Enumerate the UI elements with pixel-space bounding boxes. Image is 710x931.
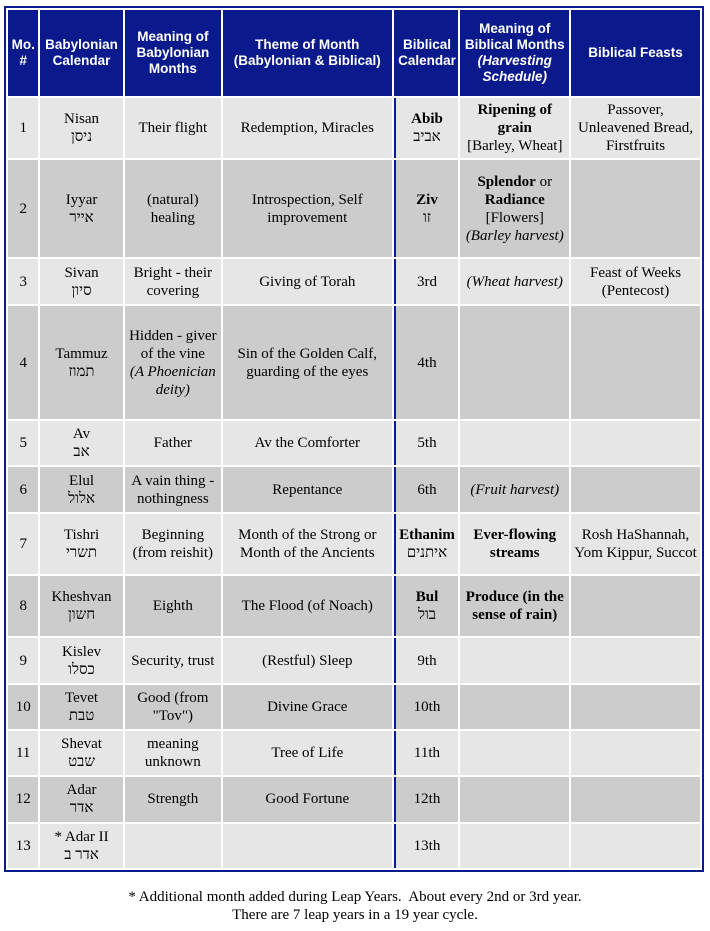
- biblical-meaning-bold: Ripening of grain: [477, 102, 553, 137]
- biblical-feasts: [571, 306, 700, 419]
- babylonian-month: [40, 777, 122, 821]
- babylonian-meaning: Security, trust: [125, 638, 221, 682]
- babylonian-month-name: * Adar II: [54, 828, 109, 845]
- month-theme: Month of the Strong or Month of the Ancients: [223, 514, 391, 574]
- month-number: 8: [8, 576, 38, 636]
- biblical-meaning-detail: [Flowers]: [485, 209, 544, 226]
- month-theme: Tree of Life: [223, 731, 391, 775]
- babylonian-month: [40, 824, 122, 868]
- babylonian-month-name: Sivan: [64, 264, 99, 281]
- babylonian-month: [40, 259, 122, 304]
- biblical-feasts: Rosh HaShannah, Yom Kippur, Succot: [571, 514, 700, 574]
- babylonian-month: [40, 306, 122, 419]
- month-number: 11: [8, 731, 38, 775]
- babylonian-meaning: meaning unknown: [125, 731, 221, 775]
- header-biblical-calendar: Biblical Calendar: [394, 10, 459, 96]
- table-row: [8, 467, 700, 511]
- babylonian-month-hebrew: טבת: [68, 707, 95, 724]
- biblical-meaning: [460, 160, 569, 257]
- table-row: [8, 576, 700, 636]
- babylonian-meaning: [125, 306, 221, 419]
- month-number: 4: [8, 306, 38, 419]
- table-row: [8, 685, 700, 729]
- month-number: 10: [8, 685, 38, 729]
- biblical-meaning-detail: [Barley, Wheat]: [467, 138, 563, 155]
- babylonian-month-name: Iyyar: [65, 191, 98, 208]
- biblical-meaning-harvest: (Barley harvest): [465, 227, 564, 244]
- babylonian-meaning: A vain thing - nothingness: [125, 467, 221, 511]
- babylonian-month-name: Av: [72, 426, 91, 443]
- biblical-month-hebrew: איתנים: [406, 544, 448, 561]
- table-row: [8, 514, 700, 574]
- biblical-feasts: [571, 160, 700, 257]
- babylonian-month-name: Tishri: [63, 526, 100, 543]
- month-theme: Redemption, Miracles: [223, 98, 391, 158]
- babylonian-month: [40, 514, 122, 574]
- biblical-month: 5th: [394, 421, 459, 465]
- babylonian-month: [40, 576, 122, 636]
- biblical-month: 3rd: [394, 259, 459, 304]
- biblical-month-hebrew: בול: [417, 607, 437, 624]
- header-biblical-feasts: Biblical Feasts: [571, 10, 700, 96]
- biblical-feasts: [571, 685, 700, 729]
- biblical-meaning: [460, 306, 569, 419]
- table-row: [8, 259, 700, 304]
- biblical-meaning: [460, 731, 569, 775]
- babylonian-month-name: Adar: [66, 782, 97, 799]
- babylonian-month-hebrew: אדר ב: [64, 846, 99, 863]
- biblical-month-hebrew: זו: [422, 209, 431, 226]
- month-theme: Sin of the Golden Calf, guarding of the eyes: [223, 306, 391, 419]
- biblical-month: 6th: [394, 467, 459, 511]
- calendar-table: [6, 8, 702, 870]
- babylonian-month-name: Kheshvan: [51, 589, 112, 606]
- babylonian-month-hebrew: אייר: [69, 209, 94, 226]
- header-biblical-meaning: [460, 10, 569, 96]
- header-babylonian-calendar: Babylonian Calendar: [40, 10, 122, 96]
- month-theme: Divine Grace: [223, 685, 391, 729]
- table-row: [8, 777, 700, 821]
- table-row: [8, 306, 700, 419]
- babylonian-month: [40, 731, 122, 775]
- table-row: [8, 638, 700, 682]
- month-number: 9: [8, 638, 38, 682]
- biblical-month: 12th: [394, 777, 459, 821]
- babylonian-month-hebrew: תמוז: [68, 363, 95, 380]
- babylonian-month: [40, 160, 122, 257]
- biblical-feasts: [571, 638, 700, 682]
- header-month-number: Mo. #: [8, 10, 38, 96]
- biblical-meaning: [460, 777, 569, 821]
- babylonian-month-hebrew: ניסן: [70, 129, 93, 146]
- biblical-month: 13th: [394, 824, 459, 868]
- month-number: 5: [8, 421, 38, 465]
- footnote-line-1: * Additional month added during Leap Years. About every 2nd or 3rd year.: [128, 889, 582, 905]
- biblical-month-name: Abib: [411, 111, 443, 128]
- biblical-meaning-bold: Produce (in the sense of rain): [460, 576, 569, 636]
- babylonian-month: [40, 685, 122, 729]
- babylonian-month-hebrew: שבט: [68, 754, 95, 771]
- babylonian-month-name: Kislev: [61, 643, 102, 660]
- biblical-feasts: [571, 731, 700, 775]
- babylonian-meaning-text: Hidden - giver of the vine: [129, 327, 217, 362]
- babylonian-month: [40, 421, 122, 465]
- biblical-meaning-bold: Ever-flowing streams: [460, 514, 569, 574]
- biblical-month-name: Ethanim: [399, 526, 455, 543]
- babylonian-meaning: Father: [125, 421, 221, 465]
- table-row: [8, 824, 700, 868]
- footnote-line-2: There are 7 leap years in a 19 year cycle.: [232, 907, 478, 923]
- biblical-meaning-harvest: (Wheat harvest): [460, 259, 569, 304]
- babylonian-month-hebrew: תשרי: [66, 544, 98, 561]
- babylonian-meaning: Eighth: [125, 576, 221, 636]
- biblical-feasts: Feast of Weeks (Pentecost): [571, 259, 700, 304]
- month-theme: Av the Comforter: [223, 421, 391, 465]
- biblical-month: [394, 98, 459, 158]
- month-theme: Introspection, Self improvement: [223, 160, 391, 257]
- biblical-meaning: [460, 638, 569, 682]
- header-babylonian-meaning: Meaning of Babylonian Months: [125, 10, 221, 96]
- biblical-month: [394, 514, 459, 574]
- month-number: 1: [8, 98, 38, 158]
- babylonian-month-hebrew: סיון: [71, 282, 92, 299]
- month-theme: Repentance: [223, 467, 391, 511]
- biblical-feasts: [571, 421, 700, 465]
- biblical-meaning: [460, 685, 569, 729]
- month-number: 7: [8, 514, 38, 574]
- footnote: [0, 888, 710, 924]
- biblical-feasts: [571, 576, 700, 636]
- biblical-meaning: [460, 98, 569, 158]
- table-row: [8, 421, 700, 465]
- babylonian-meaning: Beginning (from reishit): [125, 514, 221, 574]
- biblical-month: 10th: [394, 685, 459, 729]
- babylonian-meaning-note: (A Phoenician deity): [129, 363, 216, 398]
- biblical-feasts: [571, 467, 700, 511]
- biblical-month: 4th: [394, 306, 459, 419]
- biblical-month-name: Bul: [415, 589, 439, 606]
- month-number: 2: [8, 160, 38, 257]
- babylonian-month-name: Nisan: [64, 111, 100, 128]
- biblical-meaning-or: or: [539, 173, 553, 190]
- header-biblical-meaning-title: Meaning of Biblical Months: [464, 21, 565, 52]
- babylonian-meaning: Strength: [125, 777, 221, 821]
- babylonian-month-hebrew: אלול: [68, 490, 95, 507]
- month-number: 13: [8, 824, 38, 868]
- babylonian-month-name: Elul: [69, 472, 95, 489]
- biblical-feasts: [571, 777, 700, 821]
- babylonian-month-hebrew: חשון: [67, 607, 96, 624]
- biblical-meaning: [460, 824, 569, 868]
- babylonian-meaning: Bright - their covering: [125, 259, 221, 304]
- month-theme: Good Fortune: [223, 777, 391, 821]
- biblical-meaning-harvest: (Fruit harvest): [460, 467, 569, 511]
- month-theme: (Restful) Sleep: [223, 638, 391, 682]
- biblical-month-hebrew: אביב: [413, 129, 441, 146]
- header-row: [8, 10, 700, 96]
- babylonian-month-hebrew: אב: [73, 444, 90, 461]
- table-row: [8, 98, 700, 158]
- biblical-meaning-bold-2: Radiance: [484, 191, 545, 208]
- biblical-month: [394, 576, 459, 636]
- calendar-table-frame: [4, 6, 704, 872]
- babylonian-month: [40, 98, 122, 158]
- month-theme: [223, 824, 391, 868]
- babylonian-month-name: Tammuz: [55, 345, 108, 362]
- babylonian-month: [40, 638, 122, 682]
- month-number: 6: [8, 467, 38, 511]
- month-theme: The Flood (of Noach): [223, 576, 391, 636]
- biblical-feasts: Passover, Unleavened Bread, Firstfruits: [571, 98, 700, 158]
- biblical-meaning: [460, 421, 569, 465]
- babylonian-meaning: (natural) healing: [125, 160, 221, 257]
- babylonian-month-name: Shevat: [61, 736, 102, 753]
- biblical-feasts: [571, 824, 700, 868]
- header-harvesting-schedule: (Harvesting Schedule): [477, 53, 552, 84]
- babylonian-meaning: Their flight: [125, 98, 221, 158]
- biblical-meaning-bold: Splendor: [477, 173, 536, 190]
- babylonian-month-hebrew: כסלו: [68, 661, 95, 678]
- babylonian-meaning: [125, 824, 221, 868]
- babylonian-month-name: Tevet: [64, 689, 99, 706]
- table-row: [8, 160, 700, 257]
- babylonian-meaning: Good (from "Tov"): [125, 685, 221, 729]
- babylonian-month: [40, 467, 122, 511]
- header-theme: Theme of Month (Babylonian & Biblical): [223, 10, 391, 96]
- babylonian-month-hebrew: אדר: [69, 800, 94, 817]
- month-number: 3: [8, 259, 38, 304]
- table-row: [8, 731, 700, 775]
- month-theme: Giving of Torah: [223, 259, 391, 304]
- biblical-month: 9th: [394, 638, 459, 682]
- biblical-month: [394, 160, 459, 257]
- biblical-month: 11th: [394, 731, 459, 775]
- biblical-month-name: Ziv: [416, 191, 438, 208]
- month-number: 12: [8, 777, 38, 821]
